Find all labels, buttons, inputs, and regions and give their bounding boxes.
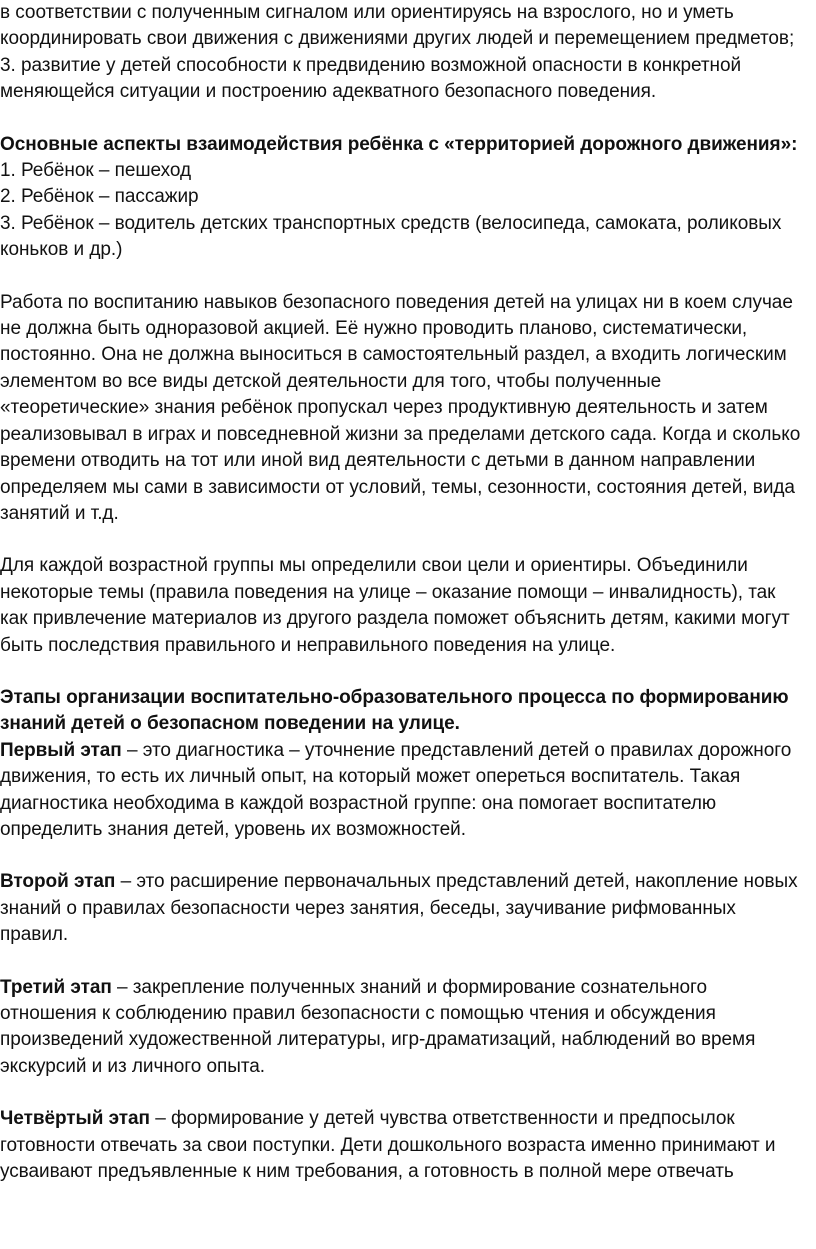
stage-second-text: – это расширение первоначальных представлений детей, накопление новых знаний о правилах безопасности через занятия, беседы, заучивание рифмованных правил. [0,871,798,946]
stage-fourth [0,1106,802,1185]
stage-first [0,738,802,844]
stage-third-block [0,975,802,1081]
groups-paragraph-block [0,553,802,659]
stage-second-block [0,869,802,948]
intro-line-2: 3. развитие у детей способности к предвидению возможной опасности в конкретной меняющейся ситуации и построению адекватного безопасного поведения. [0,54,742,103]
stage-fourth-text: – формирование у детей чувства ответственности и предпосылок готовности отвечать за свои поступки. Дети дошкольного возраста именно принимают и усваивают предъявленные к ним требования, а готовность в полной мере отвечать [0,1108,776,1183]
stages-heading: Этапы организации воспитательно-образовательного процесса по формированию знаний детей о безопасном поведении на улице. [0,686,789,735]
work-paragraph: Работа по воспитанию навыков безопасного поведения детей на улицах ни в коем случае не должна быть одноразовой акцией. Её нужно проводить планово, систематически, постоянно. Она не должна выноситься в самостоятельный раздел, а входить логическим элементом во все виды детской деятельности для того, чтобы полученные «теоретические» знания ребёнок пропускал через продуктивную деятельность и затем реализовывал в играх и повседневной жизни за пределами детского сада. Когда и сколько времени отводить на тот или иной вид деятельности с детьми в данном направлении определяем мы сами в зависимости от условий, темы, сезонности, состояния детей, вида занятий и т.д. [0,291,801,524]
work-paragraph-block [0,290,802,528]
stage-fourth-label: Четвёртый этап [0,1108,150,1130]
aspect-item-driver: 3. Ребёнок – водитель детских транспортных средств (велосипеда, самоката, роликовых коньков и др.) [0,212,782,261]
stage-first-label: Первый этап [0,739,122,761]
stage-second [0,869,802,948]
intro-line-1: в соответствии с полученным сигналом или ориентируясь на взрослого, но и уметь координировать свои движения с движениями других людей и перемещением предметов; [0,2,795,50]
stage-fourth-block [0,1106,802,1185]
stage-third-text: – закрепление полученных знаний и формирование сознательного отношения к соблюдению правил безопасности с помощью чтения и обсуждения произведений художественной литературы, игр-драматизаций, наблюдений во время экскурсий и из личного опыта. [0,976,756,1077]
groups-paragraph: Для каждой возрастной группы мы определили свои цели и ориентиры. Объединили некоторые темы (правила поведения на улице – оказание помощи – инвалидность), так как привлечение материалов из другого раздела поможет объяснить детям, какими могут быть последствия правильного и неправильного поведения на улице. [0,555,790,656]
aspect-item-passenger: 2. Ребёнок – пассажир [0,186,199,208]
stage-third [0,975,802,1081]
aspects-heading: Основные аспекты взаимодействия ребёнка с «территорией дорожного движения»: [0,133,798,155]
stage-first-text: – это диагностика – уточнение представлений детей о правилах дорожного движения, то есть их личный опыт, на который может опереться воспитатель. Такая диагностика необходима в каждой возрастной группе: она помогает воспитателю определить знания детей, уровень их возможностей. [0,739,792,840]
stage-third-label: Третий этап [0,976,112,998]
aspects-block [0,132,802,264]
stages-block [0,685,802,843]
intro-block [0,0,802,106]
stage-second-label: Второй этап [0,871,116,893]
aspect-item-pedestrian: 1. Ребёнок – пешеход [0,160,192,182]
